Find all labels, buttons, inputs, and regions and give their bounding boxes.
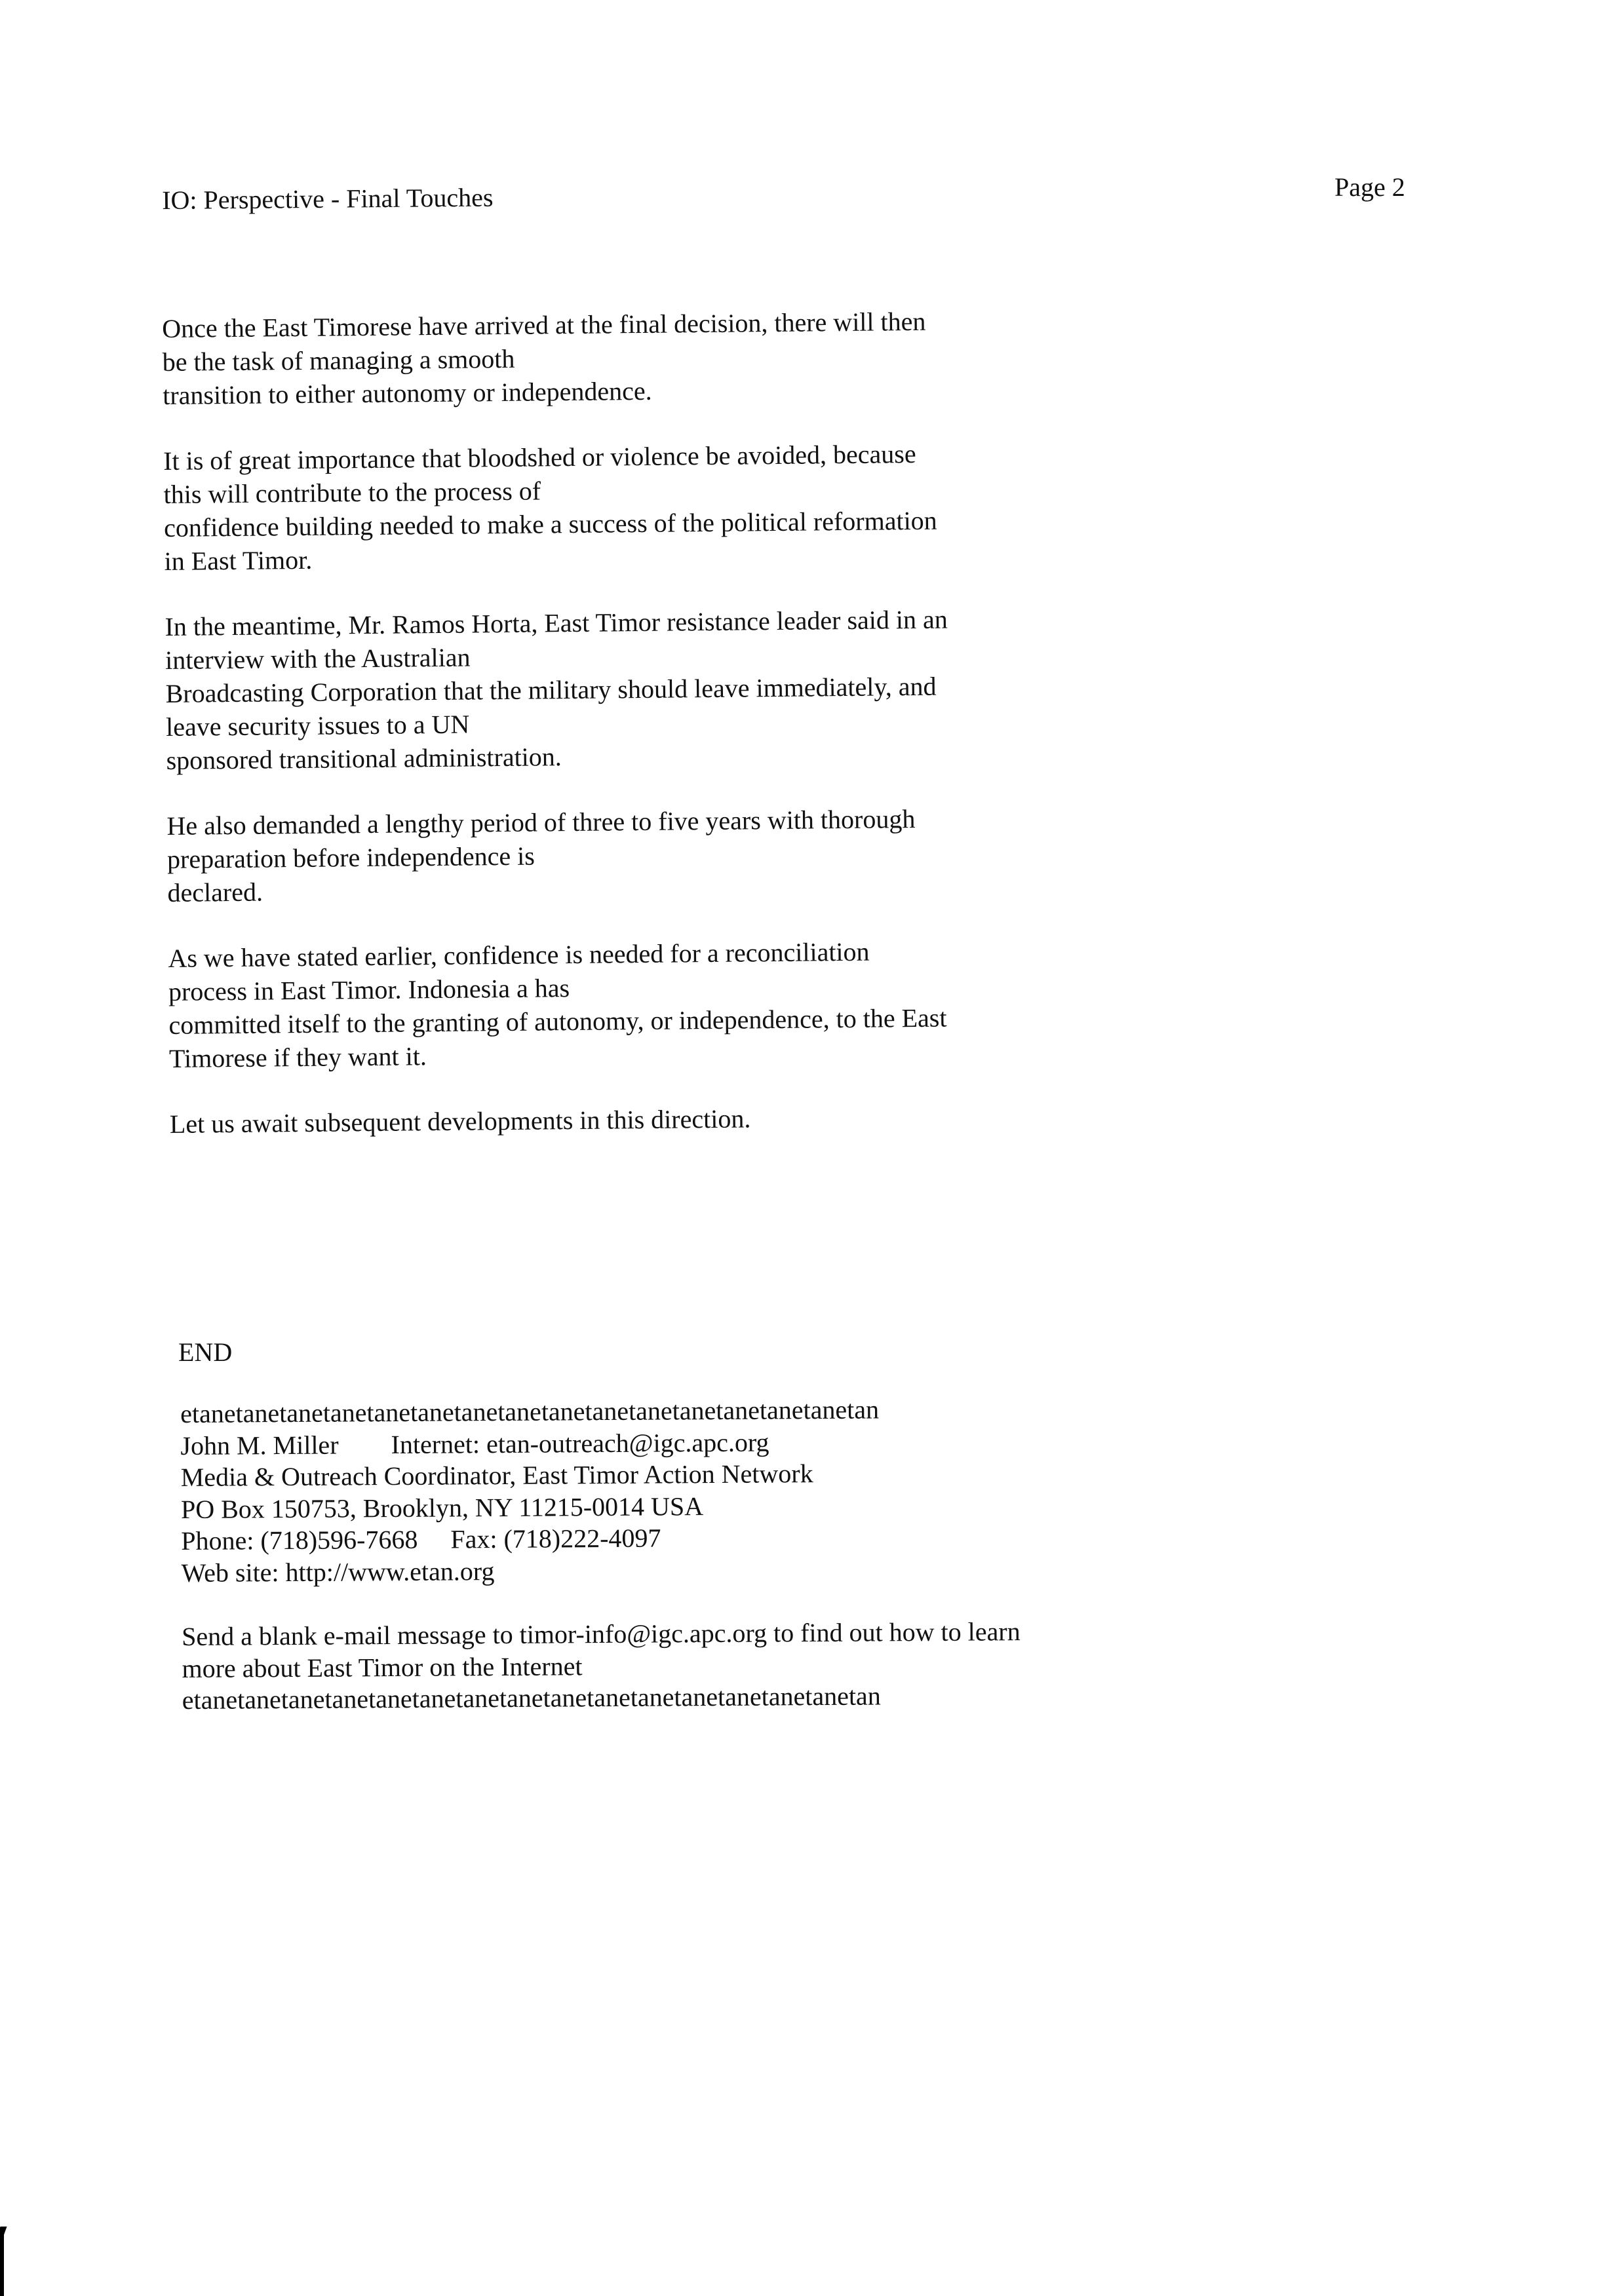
text-line: committed itself to the granting of autonomy, or independence, to the East <box>168 1003 947 1040</box>
text-line: interview with the Australian <box>165 642 471 675</box>
info-line: more about East Timor on the Internet <box>182 1651 583 1683</box>
text-line: It is of great importance that bloodshed or violence be avoided, because <box>163 438 916 476</box>
paragraph <box>163 435 1148 578</box>
page-number: Page 2 <box>1334 172 1405 202</box>
contact-phone-line: Phone: (718)596-7668 Fax: (718)222-4097 <box>181 1523 661 1556</box>
text-line: declared. <box>167 877 263 908</box>
text-line: this will contribute to the process of <box>163 476 541 509</box>
end-label: END <box>178 1337 233 1367</box>
paragraph <box>170 1098 1153 1141</box>
paragraph <box>162 303 1146 412</box>
signature-block <box>180 1392 1231 1716</box>
paragraph <box>165 601 1149 777</box>
text-line: Broadcasting Corporation that the military should leave immediately, and <box>165 671 937 708</box>
scan-edge-mark <box>0 2233 4 2296</box>
contact-address-line: PO Box 150753, Brooklyn, NY 11215-0014 USA <box>180 1491 704 1524</box>
paragraph <box>166 800 1150 909</box>
contact-role-line: Media & Outreach Coordinator, East Timor Action Network <box>180 1459 813 1492</box>
separator-line: etanetanetanetanetanetanetanetanetanetanetanetanetanetanetanetan <box>182 1681 881 1715</box>
text-line: He also demanded a lengthy period of three to five years with thorough <box>166 804 916 841</box>
text-line: Let us await subsequent developments in this direction. <box>169 1103 751 1139</box>
end-marker <box>178 1335 1161 1369</box>
text-line: sponsored transitional administration. <box>166 742 562 775</box>
info-line: Send a blank e-mail message to timor-info@igc.apc.org to find out how to learn <box>182 1617 1021 1651</box>
document-title: IO: Perspective - Final Touches <box>162 182 494 215</box>
text-line: As we have stated earlier, confidence is needed for a reconciliation <box>168 936 870 973</box>
separator-line: etanetanetanetanetanetanetanetanetanetanetanetanetanetanetanetan <box>180 1394 880 1428</box>
text-line: In the meantime, Mr. Ramos Horta, East Timor resistance leader said in an <box>165 604 948 641</box>
text-line: transition to either autonomy or independence. <box>163 375 652 410</box>
contact-name-line: John M. Miller Internet: etan-outreach@igc.apc.org <box>180 1427 769 1461</box>
article-body <box>162 303 1154 1173</box>
text-line: confidence building needed to make a success of the political reformation <box>163 505 937 543</box>
contact-website-line: Web site: http://www.etan.org <box>181 1556 495 1588</box>
text-line: Timorese if they want it. <box>168 1041 427 1073</box>
text-line: in East Timor. <box>164 545 313 576</box>
text-line: process in East Timor. Indonesia a has <box>168 973 570 1006</box>
text-line: Once the East Timorese have arrived at the final decision, there will then <box>162 306 926 343</box>
text-line: leave security issues to a UN <box>165 709 470 742</box>
text-line: be the task of managing a smooth <box>162 343 515 377</box>
text-line: preparation before independence is <box>166 841 535 874</box>
paragraph <box>168 932 1152 1075</box>
